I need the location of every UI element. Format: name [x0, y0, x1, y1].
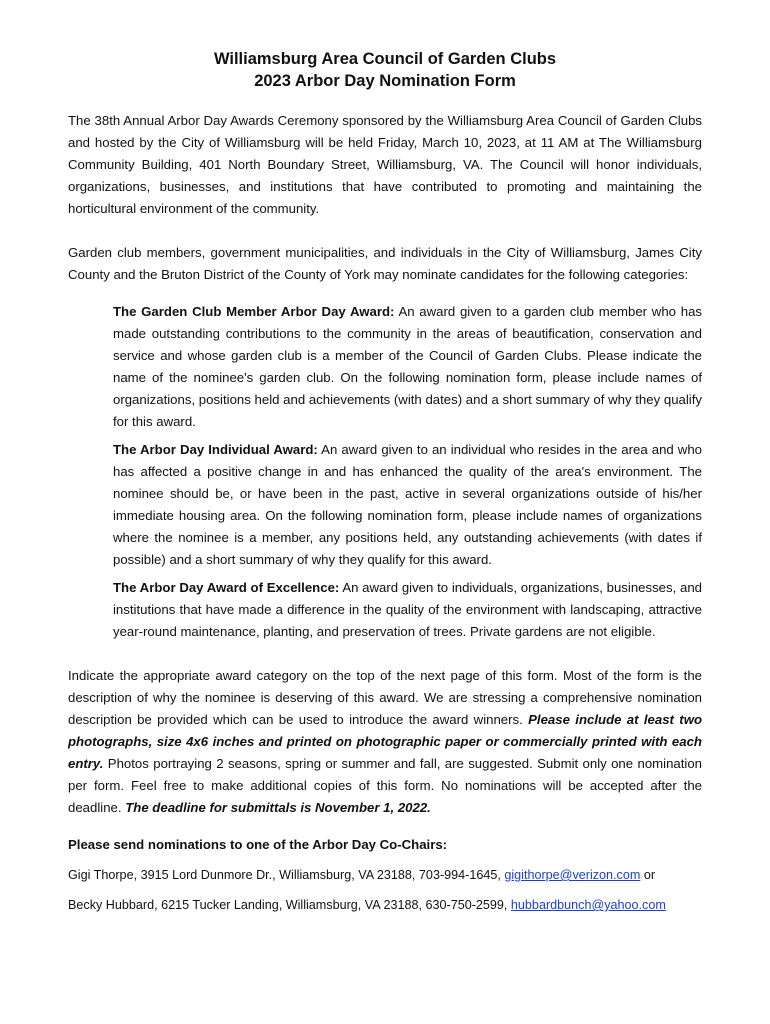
intro-paragraph: The 38th Annual Arbor Day Awards Ceremony sponsored by the Williamsburg Area Council of Garden Clubs and hosted by the City of Williamsburg will be held Friday, March 10, 2023, at 11 AM at The Williamsburg Community Building, 401 North Boundary Street, Williamsburg, VA. The Council will honor individuals, organizations, businesses, and institutions that have contributed to promoting and maintaining the horticultural environment of the community. — [68, 113, 702, 216]
award-description: An award given to an individual who resides in the area and who has affected a positive change in and has enhanced the quality of the area's environment. The nominee should be, or have been in the past, active in several organizations outside of his/her immediate housing area. On the following nomination form, please include names of organizations where the nominee is a member, any positions held, any outstanding achievements (with dates if possible) and a short summary of why they qualify for this award. — [113, 442, 702, 567]
photo-requirement: Please include at least two photographs, size 4x6 inches and printed on photographic paper or commercially printed with each entry. — [68, 712, 703, 771]
title-form-name: 2023 Arbor Day Nomination Form — [254, 72, 516, 90]
award-individual — [113, 439, 702, 571]
title-organization: Williamsburg Area Council of Garden Clubs — [213, 50, 557, 68]
email-link-gigi[interactable]: gigithorpe@verizon.com — [504, 868, 641, 882]
award-garden-club-member — [113, 301, 702, 433]
award-categories-list — [68, 301, 702, 643]
award-description: An award given to a garden club member who has made outstanding contributions to the community in the areas of beautification, conservation and service and whose garden club is a member of the Council of Garden Clubs. Please indicate the name of the nominee's garden club. On the following nomination form, please include names of organizations, positions held and achievements (with dates) and a short summary of why they qualify for this award. — [113, 304, 702, 429]
instructions-text-continued: Photos portraying 2 seasons, spring or summer and fall, are suggested. Submit only one nomination per form. Feel free to make additional copies of this form. No nominations will be accepted after the deadline. — [68, 756, 702, 815]
send-nominations-heading: Please send nominations to one of the Arbor Day Co-Chairs: — [68, 837, 448, 852]
award-name: The Arbor Day Individual Award: — [113, 442, 318, 457]
contact-becky-hubbard — [68, 895, 702, 915]
contact-details: Becky Hubbard, 6215 Tucker Landing, Williamsburg, VA 23188, 630-750-2599, — [68, 898, 511, 912]
email-link-becky[interactable]: hubbardbunch@yahoo.com — [510, 898, 666, 912]
deadline-notice: The deadline for submittals is November 1, 2022. — [125, 800, 431, 815]
award-name: The Arbor Day Award of Excellence: — [113, 580, 340, 595]
instructions-text: Indicate the appropriate award category on the top of the next page of this form. Most of the form is the description of why the nominee is deserving of this award. We are stressing a comprehensive nomination description be provided which can be used to introduce the award winners. — [68, 668, 702, 727]
page-title — [68, 48, 702, 92]
eligibility-paragraph: Garden club members, government municipalities, and individuals in the City of Williamsburg, James City County and the Bruton District of the County of York may nominate candidates for the following categories: — [68, 245, 702, 282]
award-excellence — [113, 577, 702, 643]
contact-suffix: or — [640, 868, 656, 882]
award-name: The Garden Club Member Arbor Day Award: — [113, 304, 395, 319]
instructions-paragraph — [68, 665, 702, 819]
contact-details: Gigi Thorpe, 3915 Lord Dunmore Dr., Williamsburg, VA 23188, 703-994-1645, — [68, 868, 505, 882]
contact-gigi-thorpe — [68, 865, 702, 885]
award-description: An award given to individuals, organizations, businesses, and institutions that have made a difference in the quality of the environment with landscaping, attractive year-round maintenance, planting, and preservation of trees. Private gardens are not eligible. — [113, 580, 702, 639]
